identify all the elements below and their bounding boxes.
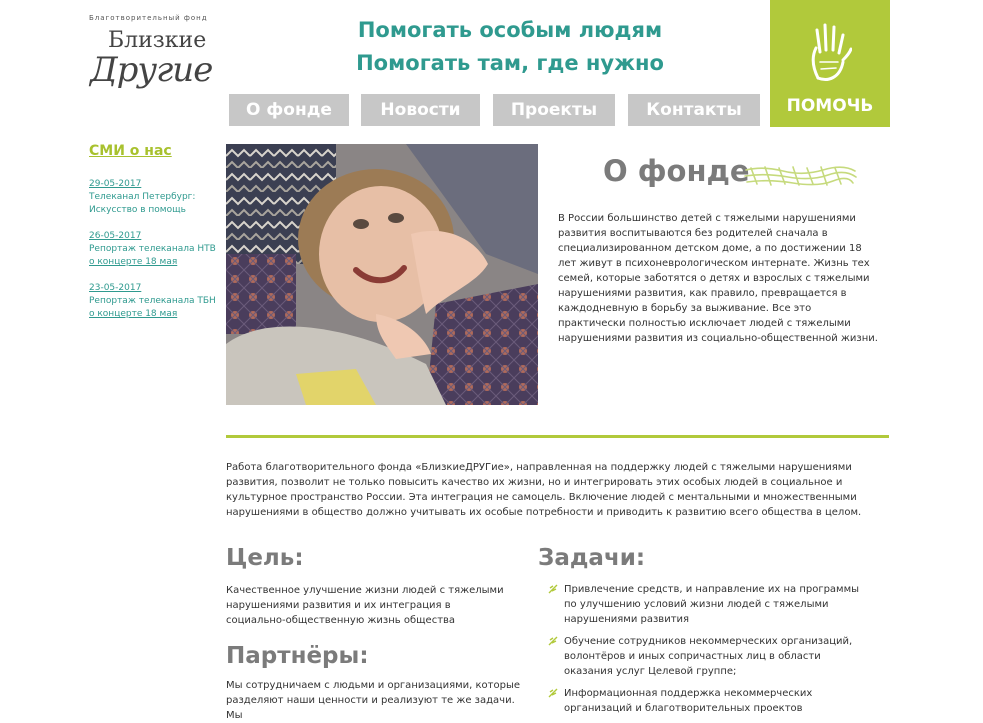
- news-item[interactable]: [89, 230, 219, 269]
- leaf-bullet-icon: [548, 636, 558, 646]
- partners-text: Мы сотрудничаем с людьми и организациями, которые разделяют наши ценности и реализуют те же задачи. Мы: [226, 680, 521, 721]
- nav-projects[interactable]: Проекты: [493, 94, 615, 126]
- intro-text: Работа благотворительного фонда «БлизкиеДРУГие», направленная на поддержку людей с тяжелыми нарушениями развития, позволит не только повысить качество их жизни, но и интегрировать этих особых людей в социальное и культурное пространство России. Эта интеграция не самоцель. Включение людей с ментальными и множественными нарушениями в общество должно учитывать их особые потребности и приводить к развитию всего общества в целом.: [226, 462, 862, 518]
- task-item: [548, 686, 868, 716]
- partners-title: Партнёры:: [226, 643, 369, 669]
- help-label: ПОМОЧЬ: [786, 96, 874, 116]
- task-text: Привлечение средств, и направление их на программы по улучшению условий жизни людей с тяжелыми нарушениями развития: [564, 584, 860, 625]
- divider: [226, 435, 889, 438]
- goal-text: Качественное улучшение жизни людей с тяжелыми нарушениями развития и их интеграция в социально-общественную жизнь общества: [226, 585, 504, 626]
- task-item: [548, 582, 868, 627]
- leaf-bullet-icon: [548, 688, 558, 698]
- news-title-line1[interactable]: Репортаж телеканала ТБН: [89, 296, 216, 306]
- help-button[interactable]: [770, 0, 890, 127]
- hand-icon: [808, 22, 852, 82]
- nav-contacts[interactable]: Контакты: [628, 94, 760, 126]
- task-text: Информационная поддержка некоммерческих организаций и благотворительных проектов: [564, 688, 813, 714]
- news-date[interactable]: 29-05-2017: [89, 179, 142, 189]
- task-text: Обучение сотрудников некоммерческих организаций, волонтёров и иных сопричастных лиц в области оказания услуг Целевой группе;: [564, 636, 853, 677]
- nav-about[interactable]: О фонде: [229, 94, 349, 126]
- logo-tagline: Благотворительный фонд: [89, 14, 208, 22]
- news-date[interactable]: 23-05-2017: [89, 283, 142, 293]
- task-item: [548, 634, 868, 679]
- nav-news[interactable]: Новости: [361, 94, 480, 126]
- logo-line1: Близкие: [108, 28, 207, 53]
- hero-photo: [226, 144, 538, 405]
- news-title-line1[interactable]: Телеканал Петербург:: [89, 192, 196, 202]
- news-title-line2[interactable]: о концерте 18 мая: [89, 309, 178, 319]
- about-text: В России большинство детей с тяжелыми нарушениями развития воспитываются без родителей сначала в специализированном детском доме, а по достижении 18 лет живут в психоневрологическом интернате. Жизнь тех семей, которые заботятся о детях и взрослых с тяжелыми нарушениями развития, как правило, превращается в каждодневную в борьбу за выживание. Все это практически полностью исключает людей с тяжелыми нарушениями развития из социально-общественной жизни.: [558, 213, 878, 344]
- news-title-line1[interactable]: Репортаж телеканала НТВ: [89, 244, 216, 254]
- slogan-line2: Помогать там, где нужно: [356, 51, 664, 75]
- logo[interactable]: [86, 14, 216, 109]
- logo-line2: Другие: [90, 50, 213, 90]
- news-title-line2[interactable]: о концерте 18 мая: [89, 257, 178, 267]
- leaf-bullet-icon: [548, 584, 558, 594]
- about-title: О фонде: [603, 154, 750, 188]
- tasks-title: Задачи:: [538, 545, 646, 571]
- news-title-line2[interactable]: Искусство в помощь: [89, 205, 186, 215]
- tasks-list: [548, 582, 868, 723]
- slogan: [300, 14, 720, 80]
- news-date[interactable]: 26-05-2017: [89, 231, 142, 241]
- sidebar-title[interactable]: СМИ о нас: [89, 143, 172, 159]
- news-item[interactable]: [89, 282, 219, 321]
- decorative-scribble: [743, 164, 858, 188]
- news-item[interactable]: [89, 178, 219, 217]
- goal-title: Цель:: [226, 545, 304, 571]
- slogan-line1: Помогать особым людям: [357, 18, 663, 42]
